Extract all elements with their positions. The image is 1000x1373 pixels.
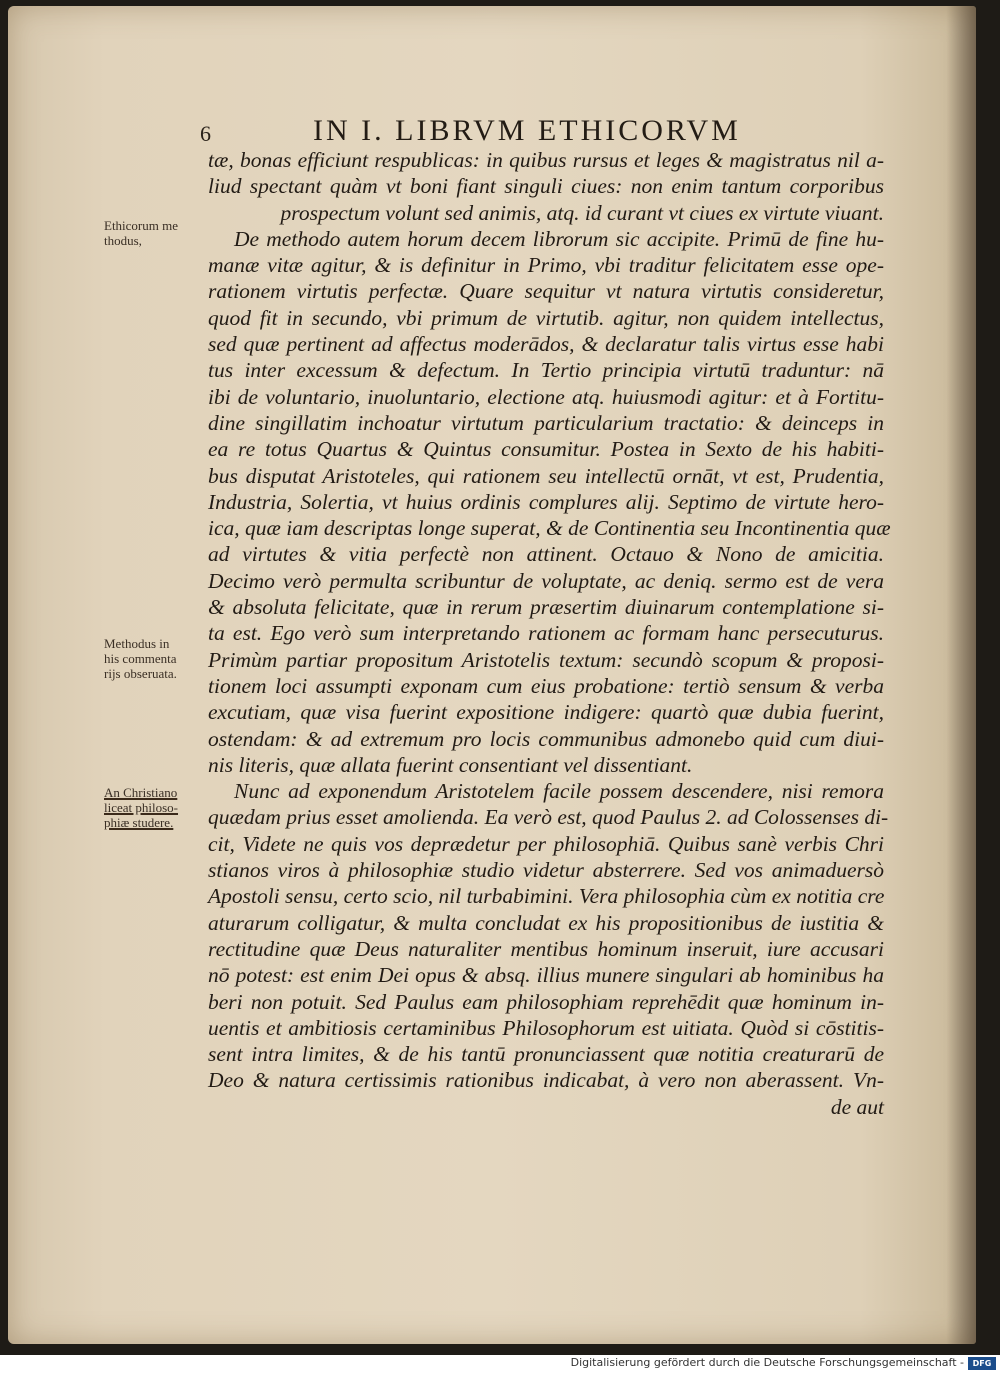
funding-credit: Digitalisierung gefördert durch die Deutsche Forschungsgemeinschaft - — [570, 1356, 964, 1369]
margin-note-line: Ethicorum me — [104, 218, 179, 233]
text-line: nis literis, quæ allata fuerint consentiant vel dissentiant. — [208, 752, 693, 777]
text-line: quod fit in secundo, vbi primum de virtutib. agitur, non quidem intellectus, — [208, 305, 884, 330]
footer-bar — [0, 1355, 1000, 1373]
text-line: sed quæ pertinent ad affectus moderādos, & declaratur talis virtus esse habi — [208, 332, 884, 357]
text-line: tæ, bonas efficiunt respublicas: in quibus rursus et leges & magistratus nil a- — [208, 148, 884, 172]
text-line: ostendam: & ad extremum pro locis communibus admonebo quid cum diui- — [208, 726, 884, 751]
margin-note-line: An Christiano — [104, 785, 178, 800]
text-line: ta est. Ego verò sum interpretando rationem ac formam hanc persecuturus. — [208, 621, 884, 646]
text-line: Primùm partiar propositum Aristotelis textum: secundò scopum & proposi- — [208, 647, 884, 672]
text-line: rectitudine quæ Deus naturaliter mentibus hominum inseruit, iure accusari — [208, 936, 884, 961]
margin-note-methodus-obseruata — [104, 636, 177, 681]
page-number: 6 — [200, 121, 211, 146]
text-line: nō potest: est enim Dei opus & absq. illius munere singulari ab hominibus ha — [208, 963, 884, 988]
margin-note-an-christiano — [104, 785, 178, 830]
text-line: prospectum volunt sed animis, atq. id curant vt ciues ex virtute viuant. — [280, 200, 884, 225]
text-line: & absoluta felicitate, quæ in rerum præsertim diuinarum contemplatione si- — [208, 595, 884, 620]
text-line: Decimo verò permulta scribuntur de voluptate, ac deniq. sermo est de vera — [208, 568, 884, 593]
text-line: De methodo autem horum decem librorum sic accipite. Primū de fine hu- — [234, 226, 884, 251]
page-edge-shadow — [946, 6, 976, 1344]
text-line: ad virtutes & vitia perfectè non attinent. Octauo & Nono de amicitia. — [208, 542, 884, 567]
margin-note-line: Methodus in — [104, 636, 170, 651]
running-head: IN I. LIBRVM ETHICORVM — [313, 114, 741, 147]
body-text — [208, 147, 891, 1120]
text-line: bus disputat Aristoteles, qui rationem seu intellectū ornāt, vt est, Prudentia, — [208, 463, 884, 488]
text-line: uentis et ambitiosis certaminibus Philosophorum est uitiata. Quòd si cōstitis- — [208, 1015, 884, 1040]
margin-note-line: phiæ studere. — [104, 815, 174, 830]
text-line: rationem virtutis perfectæ. Quare sequitur vt natura virtutis consideretur, — [208, 279, 884, 304]
text-line: liud spectant quàm vt boni fiant singuli ciues: non enim tantum corporibus — [208, 174, 884, 199]
margin-note-line: rijs obseruata. — [104, 666, 177, 681]
margin-note-ethicorum-methodus — [104, 218, 178, 248]
text-line: Industria, Solertia, vt huius ordinis complures alij. Septimo de virtute hero- — [208, 489, 884, 514]
text-line: Nunc ad exponendum Aristotelem facile possem descendere, nisi remora — [234, 779, 884, 804]
catchword: de aut — [830, 1094, 884, 1119]
text-line: sent intra limites, & de his tantū pronunciassent quæ notitia creaturarū de — [208, 1042, 884, 1067]
text-line: manæ vitæ agitur, & is definitur in Primo, vbi traditur felicitatem esse ope- — [208, 253, 884, 278]
text-line: tionem loci assumpti exponam cum eius probatione: tertiò sensum & verba — [208, 673, 884, 698]
text-line: tus inter excessum & defectum. In Tertio principia virtutū traduntur: nā — [208, 358, 884, 383]
text-line: ibi de voluntario, inuoluntario, electione atq. huiusmodi agitur: et à Fortitu- — [208, 384, 884, 409]
text-line: quædam prius esset amolienda. Ea verò est, quod Paulus 2. ad Colossenses di- — [208, 805, 889, 830]
text-line: ea re totus Quartus & Quintus consumitur. Postea in Sexto de his habiti- — [208, 437, 884, 462]
text-line: ica, quæ iam descriptas longe superat, & de Continentia seu Incontinentia quæ — [208, 516, 891, 541]
text-line: cit, Videte ne quis vos deprædetur per philosophiā. Quibus sanè verbis Chri — [208, 831, 884, 856]
text-line: Apostoli sensu, certo scio, nil turbabimini. Vera philosophia cùm ex notitia cre — [208, 884, 885, 909]
margin-note-line: liceat philoso- — [104, 800, 179, 815]
text-line: excutiam, quæ visa fuerint expositione indigere: quartò quæ dubia fuerint, — [208, 700, 884, 725]
text-line: aturarum colligatur, & multa concludat ex his propositionibus de iustitia & — [208, 910, 884, 935]
text-line: stianos viros à philosophiæ studio videtur absterrere. Sed vos animaduersò — [208, 858, 884, 883]
margin-note-line: thodus, — [104, 233, 142, 248]
margin-note-line: his commenta — [104, 651, 177, 666]
dfg-logo-icon: DFG — [968, 1357, 996, 1370]
text-line: dine singillatim inchoatur virtutum particularium tractatio: & deinceps in — [208, 410, 884, 435]
text-line: Deo & natura certissimis rationibus indicabat, à vero non aberassent. Vn- — [208, 1068, 884, 1093]
text-line: beri non potuit. Sed Paulus eam philosophiam reprehēdit quæ hominum in- — [208, 989, 884, 1014]
